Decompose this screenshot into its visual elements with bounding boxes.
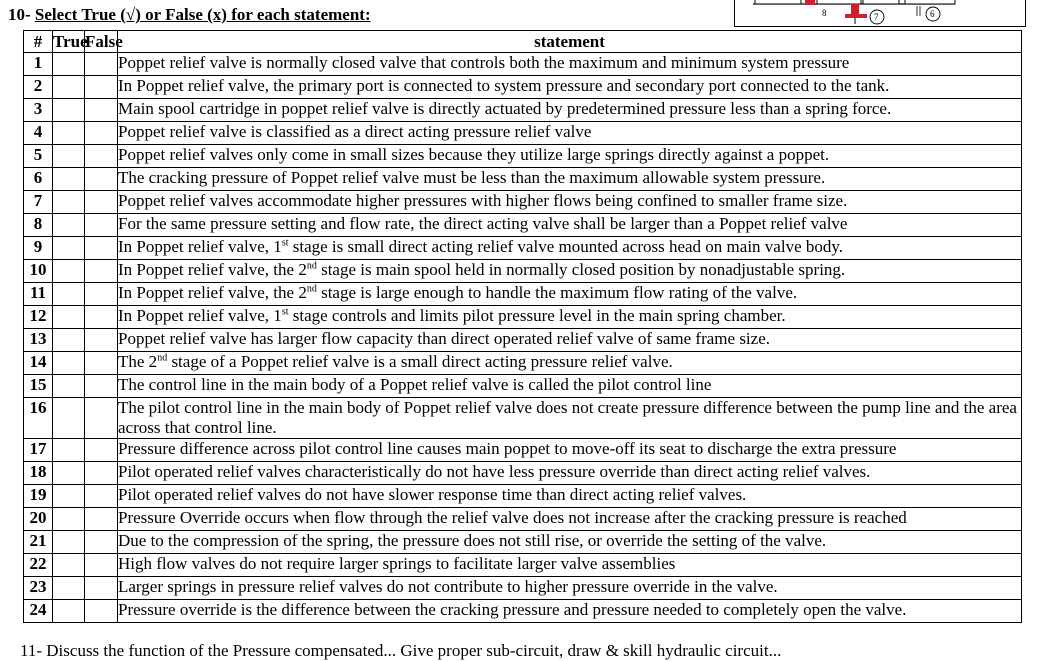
table-row xyxy=(24,531,1022,554)
true-answer-cell[interactable] xyxy=(53,485,85,508)
statement-text: stage is small direct acting relief valve mounted across head on main valve body. xyxy=(288,237,844,256)
figure-label-7: 7 xyxy=(874,12,879,22)
table-row xyxy=(24,439,1022,462)
row-number: 2 xyxy=(24,76,53,99)
statement-cell xyxy=(118,76,1022,99)
ordinal-suffix: st xyxy=(281,306,289,318)
false-answer-cell[interactable] xyxy=(85,508,118,531)
false-answer-cell[interactable] xyxy=(85,53,118,76)
true-answer-cell[interactable] xyxy=(53,352,85,375)
row-number: 1 xyxy=(24,53,53,76)
statement-text: The 2 xyxy=(118,352,158,371)
true-answer-cell[interactable] xyxy=(53,329,85,352)
statement-cell xyxy=(118,577,1022,600)
statement-text: Poppet relief valve has larger flow capacity than direct operated relief valve of same frame size. xyxy=(118,329,770,348)
header-false: False xyxy=(85,31,123,51)
statement-cell xyxy=(118,260,1022,283)
true-answer-cell[interactable] xyxy=(53,168,85,191)
true-answer-cell[interactable] xyxy=(53,306,85,329)
statement-cell xyxy=(118,145,1022,168)
false-answer-cell[interactable] xyxy=(85,168,118,191)
ordinal-suffix: nd xyxy=(306,260,317,272)
question-heading xyxy=(8,5,371,25)
row-number: 9 xyxy=(24,237,53,260)
false-answer-cell[interactable] xyxy=(85,214,118,237)
true-answer-cell[interactable] xyxy=(53,439,85,462)
statement-cell xyxy=(118,237,1022,260)
statement-text: The control line in the main body of a Poppet relief valve is called the pilot control line xyxy=(118,375,712,394)
ordinal-suffix: nd xyxy=(157,352,168,364)
statement-text: The pilot control line in the main body of Poppet relief valve does not create pressure difference between the pump line and the area across that control line. xyxy=(118,398,1017,437)
false-answer-cell[interactable] xyxy=(85,600,118,623)
true-false-table xyxy=(23,30,1022,623)
statement-text: stage is main spool held in normally closed position by nonadjustable spring. xyxy=(316,260,846,279)
table-row xyxy=(24,485,1022,508)
row-number: 3 xyxy=(24,99,53,122)
true-answer-cell[interactable] xyxy=(53,214,85,237)
false-answer-cell[interactable] xyxy=(85,462,118,485)
row-number: 24 xyxy=(24,600,53,623)
statement-text: In Poppet relief valve, the 2 xyxy=(118,283,307,302)
false-answer-cell[interactable] xyxy=(85,398,118,439)
false-answer-cell[interactable] xyxy=(85,531,118,554)
true-answer-cell[interactable] xyxy=(53,283,85,306)
statement-cell xyxy=(118,214,1022,237)
statement-cell xyxy=(118,439,1022,462)
statement-text: Pilot operated relief valves do not have slower response time than direct acting relief valves. xyxy=(118,485,747,504)
table-row xyxy=(24,398,1022,439)
false-answer-cell[interactable] xyxy=(85,76,118,99)
true-answer-cell[interactable] xyxy=(53,99,85,122)
statement-cell xyxy=(118,375,1022,398)
table-header-row xyxy=(24,31,1022,53)
row-number: 17 xyxy=(24,439,53,462)
true-answer-cell[interactable] xyxy=(53,122,85,145)
row-number: 11 xyxy=(24,283,53,306)
false-answer-cell[interactable] xyxy=(85,375,118,398)
statement-text: Poppet relief valves only come in small sizes because they utilize large springs directly against a poppet. xyxy=(118,145,830,164)
false-answer-cell[interactable] xyxy=(85,485,118,508)
false-answer-cell[interactable] xyxy=(85,122,118,145)
false-answer-cell[interactable] xyxy=(85,439,118,462)
table-row xyxy=(24,577,1022,600)
statement-text: stage controls and limits pilot pressure level in the main spring chamber. xyxy=(288,306,786,325)
next-question-partial: 11- Discuss the function of the Pressure compensated... Give proper sub-circuit, draw & skill hydraulic circuit... xyxy=(20,641,782,660)
table-row xyxy=(24,462,1022,485)
ordinal-suffix: nd xyxy=(306,283,317,295)
figure-label-6: 6 xyxy=(930,9,935,19)
row-number: 21 xyxy=(24,531,53,554)
table-row xyxy=(24,214,1022,237)
header-statement: statement xyxy=(118,31,1022,53)
table-row xyxy=(24,76,1022,99)
false-answer-cell[interactable] xyxy=(85,283,118,306)
false-answer-cell[interactable] xyxy=(85,191,118,214)
false-answer-cell[interactable] xyxy=(85,554,118,577)
statement-cell xyxy=(118,53,1022,76)
table-row xyxy=(24,99,1022,122)
valve-diagram-svg xyxy=(735,0,1026,27)
header-number: # xyxy=(24,31,53,53)
true-answer-cell[interactable] xyxy=(53,531,85,554)
statement-cell xyxy=(118,462,1022,485)
valve-figure-fragment xyxy=(734,0,1026,27)
row-number: 20 xyxy=(24,508,53,531)
true-answer-cell[interactable] xyxy=(53,600,85,623)
statement-text: In Poppet relief valve, the primary port is connected to system pressure and secondary port connected to the tank. xyxy=(118,76,890,95)
row-number: 4 xyxy=(24,122,53,145)
true-answer-cell[interactable] xyxy=(53,76,85,99)
true-answer-cell[interactable] xyxy=(53,462,85,485)
header-true: True xyxy=(53,31,88,51)
statement-text: stage of a Poppet relief valve is a small direct acting pressure relief valve. xyxy=(167,352,673,371)
table-row xyxy=(24,352,1022,375)
row-number: 5 xyxy=(24,145,53,168)
ordinal-suffix: st xyxy=(281,237,289,249)
statement-text: Pressure override is the difference between the cracking pressure and pressure needed to completely open the valve. xyxy=(118,600,907,619)
row-number: 19 xyxy=(24,485,53,508)
table-row xyxy=(24,508,1022,531)
true-answer-cell[interactable] xyxy=(53,577,85,600)
table-row xyxy=(24,53,1022,76)
table-row xyxy=(24,237,1022,260)
statement-cell xyxy=(118,99,1022,122)
statement-cell xyxy=(118,398,1022,439)
false-answer-cell[interactable] xyxy=(85,577,118,600)
statement-cell xyxy=(118,329,1022,352)
statement-text: stage is large enough to handle the maximum flow rating of the valve. xyxy=(316,283,798,302)
row-number: 13 xyxy=(24,329,53,352)
row-number: 23 xyxy=(24,577,53,600)
true-answer-cell[interactable] xyxy=(53,398,85,439)
statement-text: Pressure difference across pilot control line causes main poppet to move-off its seat to discharge the extra pressure xyxy=(118,439,897,458)
false-answer-cell[interactable] xyxy=(85,260,118,283)
row-number: 15 xyxy=(24,375,53,398)
row-number: 12 xyxy=(24,306,53,329)
statement-text: For the same pressure setting and flow rate, the direct acting valve shall be larger than a Poppet relief valve xyxy=(118,214,848,233)
question-instruction: Select True (√) or False (x) for each statement: xyxy=(34,5,371,24)
statement-cell xyxy=(118,600,1022,623)
statement-cell xyxy=(118,168,1022,191)
false-answer-cell[interactable] xyxy=(85,237,118,260)
table-row xyxy=(24,145,1022,168)
row-number: 8 xyxy=(24,214,53,237)
statement-cell xyxy=(118,554,1022,577)
true-answer-cell[interactable] xyxy=(53,191,85,214)
false-answer-cell[interactable] xyxy=(85,145,118,168)
table-row xyxy=(24,283,1022,306)
statement-text: Poppet relief valve is classified as a direct acting pressure relief valve xyxy=(118,122,592,141)
statement-cell xyxy=(118,191,1022,214)
statement-cell xyxy=(118,531,1022,554)
statement-cell xyxy=(118,508,1022,531)
table-row xyxy=(24,600,1022,623)
row-number: 18 xyxy=(24,462,53,485)
statement-cell xyxy=(118,352,1022,375)
row-number: 10 xyxy=(24,260,53,283)
true-answer-cell[interactable] xyxy=(53,53,85,76)
statement-cell xyxy=(118,306,1022,329)
statement-text: High flow valves do not require larger springs to facilitate larger valve assemblies xyxy=(118,554,676,573)
true-answer-cell[interactable] xyxy=(53,260,85,283)
table-body xyxy=(24,53,1022,623)
true-answer-cell[interactable] xyxy=(53,554,85,577)
statement-text: Pilot operated relief valves characteristically do not have less pressure override than direct acting relief valves. xyxy=(118,462,871,481)
statement-text: Poppet relief valve is normally closed valve that controls both the maximum and minimum system pressure xyxy=(118,53,850,72)
false-answer-cell[interactable] xyxy=(85,306,118,329)
table-row xyxy=(24,329,1022,352)
true-answer-cell[interactable] xyxy=(53,237,85,260)
statement-text: Due to the compression of the spring, the pressure does not still rise, or override the setting of the valve. xyxy=(118,531,827,550)
table-row xyxy=(24,260,1022,283)
statement-text: Main spool cartridge in poppet relief valve is directly actuated by predetermined pressure less than a spring force. xyxy=(118,99,892,118)
statement-text: In Poppet relief valve, 1 xyxy=(118,237,282,256)
row-number: 14 xyxy=(24,352,53,375)
row-number: 22 xyxy=(24,554,53,577)
statement-cell xyxy=(118,122,1022,145)
table-row xyxy=(24,191,1022,214)
statement-text: The cracking pressure of Poppet relief valve must be less than the maximum allowable system pressure. xyxy=(118,168,826,187)
statement-cell xyxy=(118,485,1022,508)
statement-text: In Poppet relief valve, the 2 xyxy=(118,260,307,279)
row-number: 6 xyxy=(24,168,53,191)
statement-cell xyxy=(118,283,1022,306)
false-answer-cell[interactable] xyxy=(85,352,118,375)
statement-text: Poppet relief valves accommodate higher pressures with higher flows being confined to smaller frame size. xyxy=(118,191,848,210)
table-row xyxy=(24,306,1022,329)
false-answer-cell[interactable] xyxy=(85,329,118,352)
false-answer-cell[interactable] xyxy=(85,99,118,122)
table-row xyxy=(24,168,1022,191)
true-answer-cell[interactable] xyxy=(53,145,85,168)
row-number: 16 xyxy=(24,398,53,439)
statement-text: Pressure Override occurs when flow through the relief valve does not increase after the cracking pressure is reached xyxy=(118,508,907,527)
row-number: 7 xyxy=(24,191,53,214)
table-row xyxy=(24,554,1022,577)
statement-text: Larger springs in pressure relief valves do not contribute to higher pressure override in the valve. xyxy=(118,577,778,596)
true-answer-cell[interactable] xyxy=(53,508,85,531)
figure-label-8: 8 xyxy=(822,8,827,18)
question-number: 10- xyxy=(8,5,31,24)
statement-text: In Poppet relief valve, 1 xyxy=(118,306,282,325)
table-row xyxy=(24,122,1022,145)
true-answer-cell[interactable] xyxy=(53,375,85,398)
table-row xyxy=(24,375,1022,398)
